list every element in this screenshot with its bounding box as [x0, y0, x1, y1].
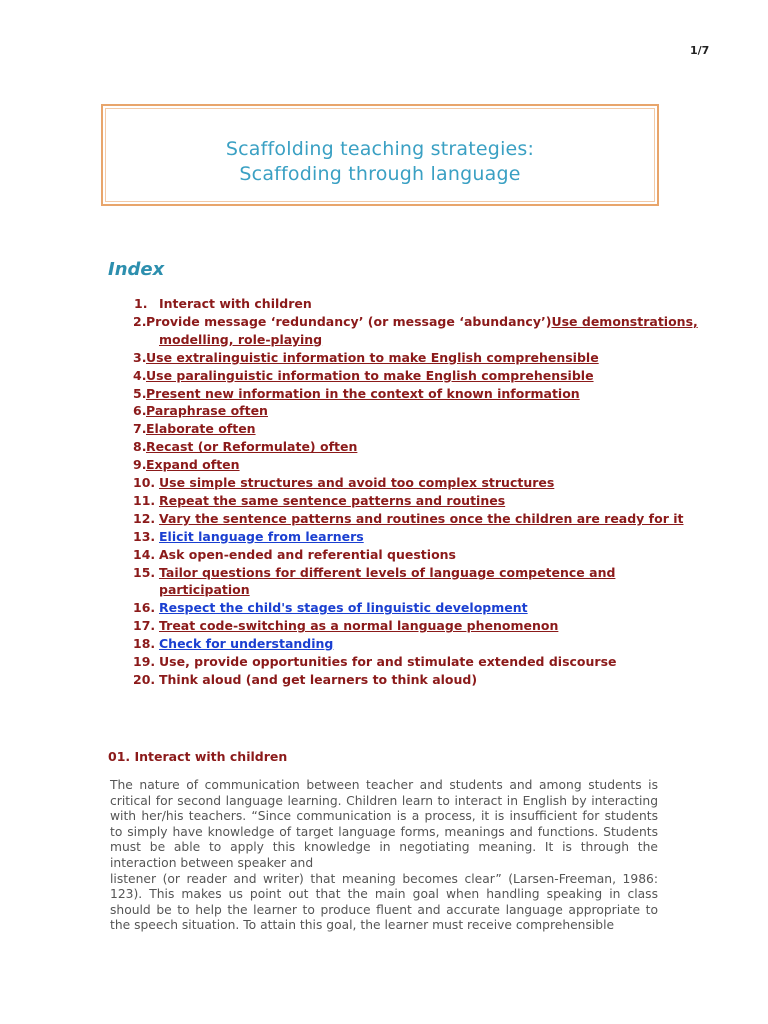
- index-item-number: 15.: [133, 564, 156, 580]
- index-item-link[interactable]: participation: [159, 582, 250, 598]
- index-item-link[interactable]: Use extralinguistic information to make English comprehensible: [146, 349, 599, 365]
- index-item-number: 6.: [133, 403, 147, 419]
- index-item-link[interactable]: Tailor questions for different levels of language competence and: [159, 564, 616, 580]
- index-item-label: Interact with children: [159, 296, 312, 311]
- index-item-number: 14.: [133, 546, 156, 562]
- index-item-link[interactable]: Use paralinguistic information to make English comprehensible: [146, 367, 594, 383]
- index-item-link[interactable]: Treat code-switching as a normal language phenomenon: [159, 618, 559, 634]
- index-item-link[interactable]: Use demonstrations,: [551, 313, 698, 329]
- index-item-link[interactable]: Expand often: [146, 457, 240, 473]
- title-box: [101, 104, 659, 206]
- index-item-number: 18.: [133, 636, 156, 652]
- index-item-label: Use, provide opportunities for and stimulate extended discourse: [159, 654, 617, 669]
- paragraph-2: listener (or reader and writer) that meaning becomes clear” (Larsen-Freeman, 1986: 123). This makes us point out that the main goal when handling speaking in class should be to help the learner to produce fluent and accurate language appropriate to the speech situation. To attain this goal, the learner must receive comprehensible: [110, 871, 658, 933]
- index-item-number: 3.: [133, 349, 147, 365]
- index-item-number: 8.: [133, 439, 147, 455]
- index-item-number: 4.: [133, 367, 147, 383]
- index-item-link[interactable]: Respect the child's stages of linguistic development: [159, 600, 528, 616]
- index-item-number: 11.: [133, 492, 156, 508]
- index-item-link[interactable]: Paraphrase often: [146, 403, 268, 419]
- section-body: [110, 778, 658, 934]
- index-item-link[interactable]: Vary the sentence patterns and routines once the children are ready for it: [159, 510, 684, 526]
- index-item-label: Ask open-ended and referential questions: [159, 546, 456, 562]
- paragraph-1: The nature of communication between teacher and students and among students is critical for second language learning. Children learn to interact in English by interacting with her/his teachers. “Since communication is a process, it is insufficient for students to simply have knowledge of target language forms, meanings and functions. Students must be able to apply this knowledge in negotiating meaning. It is through the interaction between speaker and: [110, 778, 658, 870]
- index-item-link[interactable]: modelling, role-playing: [159, 331, 323, 347]
- index-item-number: 16.: [133, 600, 156, 616]
- index-item-link[interactable]: Repeat the same sentence patterns and routines: [159, 492, 506, 508]
- index-item-number: 9.: [133, 457, 147, 473]
- index-item-link[interactable]: Use simple structures and avoid too complex structures: [159, 475, 555, 490]
- index-item-number: 17.: [133, 618, 156, 634]
- index-item-number: 20.: [133, 671, 156, 687]
- index-heading: Index: [108, 259, 165, 280]
- index-item-number: 19.: [133, 654, 156, 669]
- section-heading: 01. Interact with children: [108, 749, 288, 764]
- index-item-number: 1.: [134, 296, 148, 311]
- index-item-link[interactable]: Check for understanding: [159, 636, 334, 652]
- index-item-link[interactable]: Elaborate often: [146, 421, 256, 437]
- index-item-number: 5.: [133, 385, 147, 401]
- index-item-link[interactable]: Recast (or Reformulate) often: [146, 439, 358, 455]
- index-item-label: Provide message ‘redundancy’ (or message ‘abundancy’): [146, 313, 552, 329]
- document-title-line-1: Scaffolding teaching strategies:: [225, 138, 535, 160]
- page-number: 1/7: [690, 44, 710, 57]
- index-item-number: 10.: [133, 475, 156, 490]
- index-item-number: 12.: [133, 510, 156, 526]
- document-title-line-2: Scaffoding through language: [239, 163, 521, 185]
- index-item-number: 7.: [133, 421, 147, 437]
- index-item-number: 13.: [133, 528, 156, 544]
- index-item-label: Think aloud (and get learners to think aloud): [159, 671, 478, 687]
- index-item-number: 2.: [133, 313, 147, 329]
- index-item-link[interactable]: Present new information in the context of known information: [146, 385, 580, 401]
- index-item-link[interactable]: Elicit language from learners: [159, 528, 364, 544]
